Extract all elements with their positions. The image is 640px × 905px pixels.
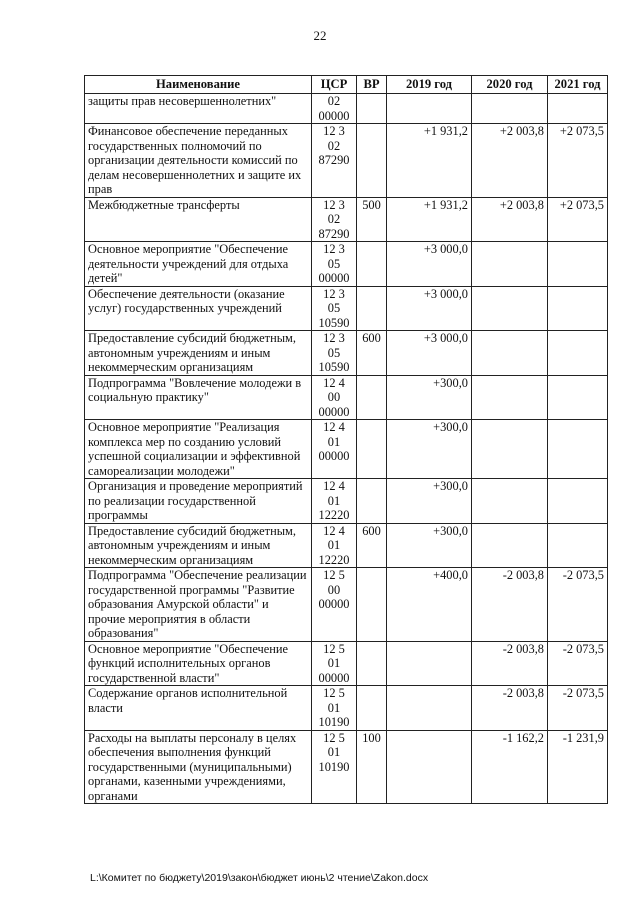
csr-part: 12220	[318, 508, 350, 522]
header-vr: ВР	[357, 76, 387, 94]
csr-part: 12 3	[323, 286, 345, 301]
table-row	[85, 286, 608, 331]
csr-part: 05	[327, 301, 341, 315]
csr-part: 01	[327, 434, 341, 449]
csr-part: 12 5	[323, 730, 345, 745]
csr-part: 12 3	[323, 124, 345, 138]
csr-part: 12 4	[323, 523, 345, 538]
cell-2020	[472, 523, 548, 568]
cell-2019: +400,0	[387, 568, 472, 642]
csr-part: 12 4	[323, 420, 345, 434]
cell-csr	[312, 730, 357, 804]
table-row	[85, 94, 608, 124]
cell-2020	[472, 331, 548, 376]
csr-part: 87290	[318, 226, 350, 241]
csr-part: 10590	[318, 315, 350, 330]
cell-2021: -2 073,5	[548, 686, 608, 731]
cell-2019: +300,0	[387, 420, 472, 479]
csr-part: 12 3	[323, 242, 345, 256]
cell-name: защиты прав несовершеннолетних"	[85, 94, 312, 124]
cell-2021: +2 073,5	[548, 124, 608, 198]
header-2021: 2021 год	[548, 76, 608, 94]
cell-2019: +1 931,2	[387, 124, 472, 198]
cell-2020: -2 003,8	[472, 568, 548, 642]
cell-vr	[357, 568, 387, 642]
table-header-row	[85, 76, 608, 94]
csr-part: 02	[327, 138, 341, 153]
cell-vr: 500	[357, 197, 387, 242]
csr-part: 12 4	[323, 375, 345, 390]
table-row	[85, 197, 608, 242]
cell-name: Основное мероприятие "Обеспечение деятельности учреждений для отдыха детей"	[85, 242, 312, 287]
table-row	[85, 568, 608, 642]
cell-csr	[312, 124, 357, 198]
cell-vr	[357, 479, 387, 524]
cell-2020	[472, 286, 548, 331]
cell-2019: +300,0	[387, 375, 472, 420]
csr-part: 00000	[318, 449, 350, 463]
header-2019: 2019 год	[387, 76, 472, 94]
csr-part: 02	[327, 94, 341, 108]
csr-part: 00	[327, 582, 341, 597]
cell-2019: +3 000,0	[387, 331, 472, 376]
csr-part: 10190	[318, 715, 350, 729]
table-row	[85, 641, 608, 686]
cell-2021	[548, 479, 608, 524]
cell-2019	[387, 730, 472, 804]
csr-part: 12 3	[323, 197, 345, 212]
cell-2021	[548, 286, 608, 331]
cell-name: Финансовое обеспечение переданных государственных полномочий по организации деятельности комиссий по делам несовершеннолетних и защите их прав	[85, 124, 312, 198]
cell-csr	[312, 242, 357, 287]
cell-name: Обеспечение деятельности (оказание услуг) государственных учреждений	[85, 286, 312, 331]
cell-2021: -2 073,5	[548, 641, 608, 686]
cell-2020	[472, 94, 548, 124]
cell-name: Содержание органов исполнительной власти	[85, 686, 312, 731]
csr-part: 01	[327, 745, 341, 759]
cell-2019: +1 931,2	[387, 197, 472, 242]
cell-csr	[312, 94, 357, 124]
cell-2020: -2 003,8	[472, 641, 548, 686]
csr-part: 12 5	[323, 686, 345, 700]
csr-part: 12 4	[323, 479, 345, 493]
cell-csr	[312, 420, 357, 479]
csr-part: 05	[327, 345, 341, 360]
cell-2021: -1 231,9	[548, 730, 608, 804]
csr-part: 00000	[318, 108, 350, 123]
cell-csr	[312, 375, 357, 420]
csr-part: 10190	[318, 759, 350, 774]
cell-name: Межбюджетные трансферты	[85, 197, 312, 242]
table-row	[85, 124, 608, 198]
table-row	[85, 375, 608, 420]
cell-name: Предоставление субсидий бюджетным, автономным учреждениям и иным некоммерческим организациям	[85, 331, 312, 376]
csr-part: 00000	[318, 670, 350, 685]
cell-2019	[387, 641, 472, 686]
cell-vr	[357, 420, 387, 479]
cell-csr	[312, 286, 357, 331]
csr-part: 87290	[318, 153, 350, 167]
cell-vr	[357, 375, 387, 420]
cell-2021	[548, 420, 608, 479]
cell-csr	[312, 568, 357, 642]
csr-part: 12 5	[323, 641, 345, 656]
csr-part: 02	[327, 212, 341, 226]
cell-csr	[312, 523, 357, 568]
cell-vr: 600	[357, 331, 387, 376]
cell-vr	[357, 641, 387, 686]
cell-vr	[357, 686, 387, 731]
csr-part: 05	[327, 256, 341, 271]
cell-2019	[387, 94, 472, 124]
cell-csr	[312, 197, 357, 242]
csr-part: 01	[327, 700, 341, 715]
cell-csr	[312, 686, 357, 731]
cell-2020: -1 162,2	[472, 730, 548, 804]
csr-part: 12220	[318, 552, 350, 567]
cell-2020: +2 003,8	[472, 197, 548, 242]
cell-2021	[548, 94, 608, 124]
cell-2021: +2 073,5	[548, 197, 608, 242]
cell-csr	[312, 641, 357, 686]
table-row	[85, 479, 608, 524]
table-row	[85, 242, 608, 287]
cell-csr	[312, 331, 357, 376]
cell-vr	[357, 242, 387, 287]
cell-csr	[312, 479, 357, 524]
header-csr: ЦСР	[312, 76, 357, 94]
header-name: Наименование	[85, 76, 312, 94]
csr-part: 00	[327, 390, 341, 404]
cell-name: Подпрограмма "Вовлечение молодежи в социальную практику"	[85, 375, 312, 420]
csr-part: 10590	[318, 360, 350, 374]
cell-2020	[472, 420, 548, 479]
table-row	[85, 523, 608, 568]
cell-name: Расходы на выплаты персоналу в целях обеспечения выполнения функций государственными (муниципальными) органами, казенными учреждениями, органами	[85, 730, 312, 804]
table-row	[85, 331, 608, 376]
cell-2019	[387, 686, 472, 731]
cell-2020: +2 003,8	[472, 124, 548, 198]
table-row	[85, 686, 608, 731]
csr-part: 01	[327, 538, 341, 552]
cell-2020: -2 003,8	[472, 686, 548, 731]
csr-part: 00000	[318, 404, 350, 419]
csr-part: 12 3	[323, 331, 345, 345]
cell-name: Подпрограмма "Обеспечение реализации государственной программы "Развитие образования Амурской области" и прочие мероприятия в области образования"	[85, 568, 312, 642]
cell-2019: +3 000,0	[387, 286, 472, 331]
cell-2019: +300,0	[387, 479, 472, 524]
csr-part: 00000	[318, 271, 350, 285]
table-row	[85, 420, 608, 479]
cell-vr: 100	[357, 730, 387, 804]
csr-part: 12 5	[323, 568, 345, 582]
cell-vr: 600	[357, 523, 387, 568]
cell-2021	[548, 375, 608, 420]
budget-table	[84, 75, 608, 804]
cell-2019: +3 000,0	[387, 242, 472, 287]
cell-vr	[357, 286, 387, 331]
cell-vr	[357, 124, 387, 198]
table-row	[85, 730, 608, 804]
cell-vr	[357, 94, 387, 124]
cell-name: Основное мероприятие "Реализация комплекса мер по созданию условий успешной социализации и эффективной самореализации молодежи"	[85, 420, 312, 479]
cell-name: Основное мероприятие "Обеспечение функций исполнительных органов государственной власти"	[85, 641, 312, 686]
file-path-footer: L:\Комитет по бюджету\2019\закон\бюджет июнь\2 чтение\Zakon.docx	[90, 872, 429, 884]
csr-part: 01	[327, 493, 341, 508]
csr-part: 01	[327, 656, 341, 670]
page-number: 22	[313, 28, 327, 43]
cell-2020	[472, 242, 548, 287]
cell-2020	[472, 375, 548, 420]
csr-part: 00000	[318, 597, 350, 611]
cell-name: Организация и проведение мероприятий по реализации государственной программы	[85, 479, 312, 524]
cell-name: Предоставление субсидий бюджетным, автономным учреждениям и иным некоммерческим организациям	[85, 523, 312, 568]
cell-2021	[548, 242, 608, 287]
cell-2019: +300,0	[387, 523, 472, 568]
cell-2020	[472, 479, 548, 524]
cell-2021	[548, 523, 608, 568]
header-2020: 2020 год	[472, 76, 548, 94]
cell-2021	[548, 331, 608, 376]
cell-2021: -2 073,5	[548, 568, 608, 642]
